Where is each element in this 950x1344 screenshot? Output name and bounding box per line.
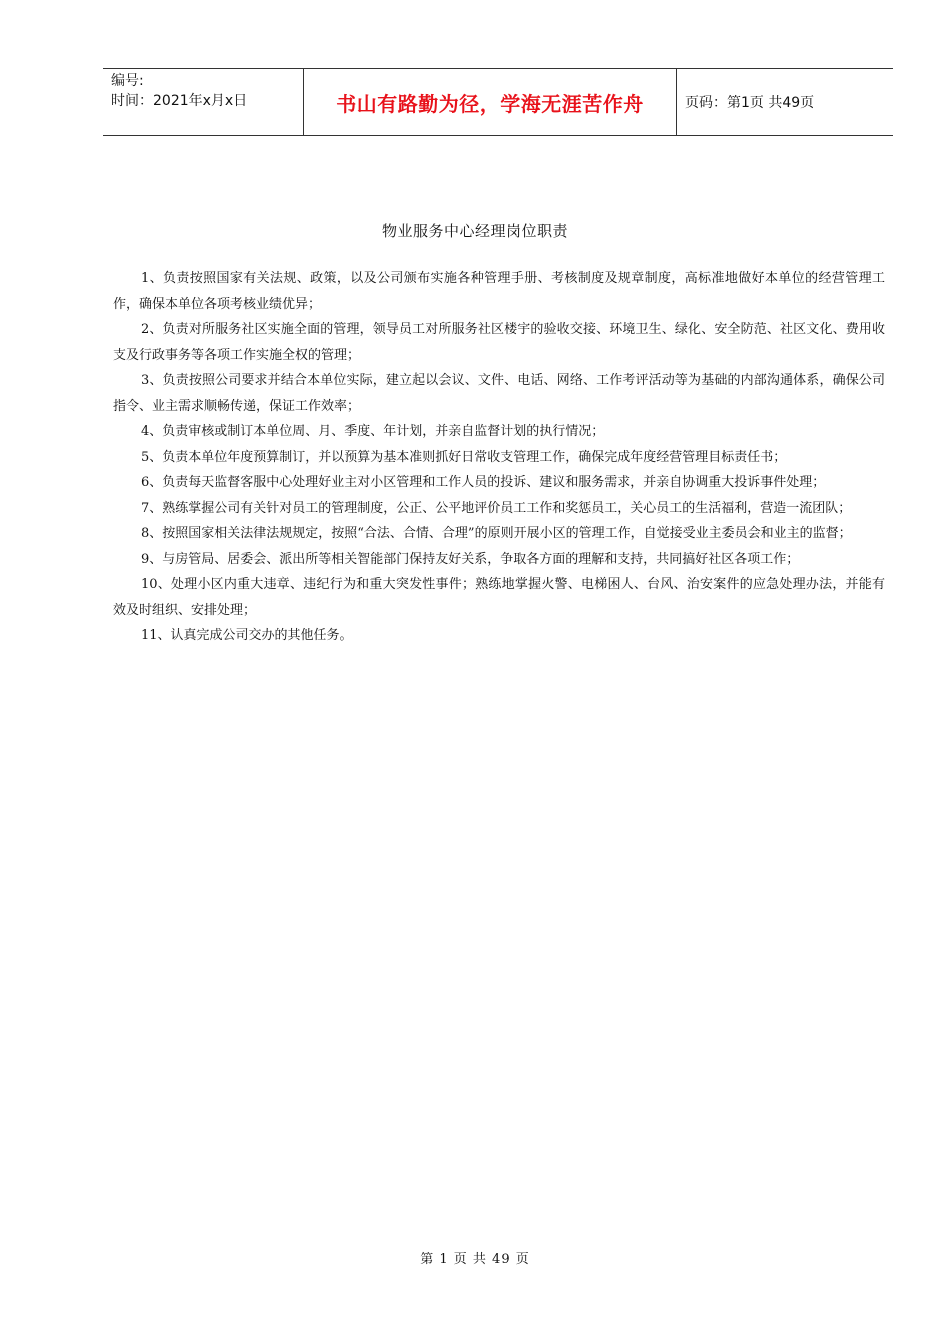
page-code: 页码：第1页 共49页 xyxy=(685,95,815,111)
duty-paragraph: 6、负责每天监督客服中心处理好业主对小区管理和工作人员的投诉、建议和服务需求，并亲自协调重大投诉事件处理； xyxy=(141,475,826,490)
time-label: 时间：2021年x月x日 xyxy=(111,93,248,109)
duty-paragraph: 5、负责本单位年度预算制订，并以预算为基本准则抓好日常收支管理工作，确保完成年度经营管理目标责任书； xyxy=(141,449,787,465)
duty-paragraph: 11、认真完成公司交办的其他任务。 xyxy=(141,628,353,643)
duty-paragraph: 4、负责审核或制订本单位周、月、季度、年计划，并亲自监督计划的执行情况； xyxy=(141,424,605,439)
duty-paragraph: 8、按照国家相关法律法规规定，按照“合法、合情、合理”的原则开展小区的管理工作，自觉接受业主委员会和业主的监督； xyxy=(141,526,852,541)
document-body xyxy=(113,266,885,649)
duty-paragraph: 7、熟练掌握公司有关针对员工的管理制度，公正、公平地评价员工工作和奖惩员工，关心员工的生活福利，营造一流团队； xyxy=(141,500,852,516)
header-slogan-cell xyxy=(303,69,677,135)
document-header xyxy=(103,68,893,136)
duty-paragraph: 3、负责按照公司要求并结合本单位实际，建立起以会议、文件、电话、网络、工作考评活动等为基础的内部沟通体系，确保公司指令、业主需求顺畅传递，保证工作效率； xyxy=(113,373,885,414)
header-meta xyxy=(103,69,303,135)
number-label: 编号: xyxy=(111,73,144,89)
page-footer: 第 1 页 共 49 页 xyxy=(420,1252,530,1267)
duty-paragraph: 10、处理小区内重大违章、违纪行为和重大突发性事件；熟练地掌握火警、电梯困人、台风、治安案件的应急处理办法，并能有效及时组织、安排处理； xyxy=(113,577,885,618)
duty-paragraph: 2、负责对所服务社区实施全面的管理，领导员工对所服务社区楼宇的验收交接、环境卫生、绿化、安全防范、社区文化、费用收支及行政事务等各项工作实施全权的管理； xyxy=(113,322,885,363)
page-title: 物业服务中心经理岗位职责 xyxy=(381,222,568,240)
slogan: 书山有路勤为径，学海无涯苦作舟 xyxy=(336,91,644,116)
duty-paragraph: 9、与房管局、居委会、派出所等相关智能部门保持友好关系，争取各方面的理解和支持，共同搞好社区各项工作； xyxy=(141,551,800,567)
duty-paragraph: 1、负责按照国家有关法规、政策，以及公司颁布实施各种管理手册、考核制度及规章制度，高标准地做好本单位的经营管理工作，确保本单位各项考核业绩优异； xyxy=(113,271,885,312)
header-page-cell xyxy=(677,69,893,135)
